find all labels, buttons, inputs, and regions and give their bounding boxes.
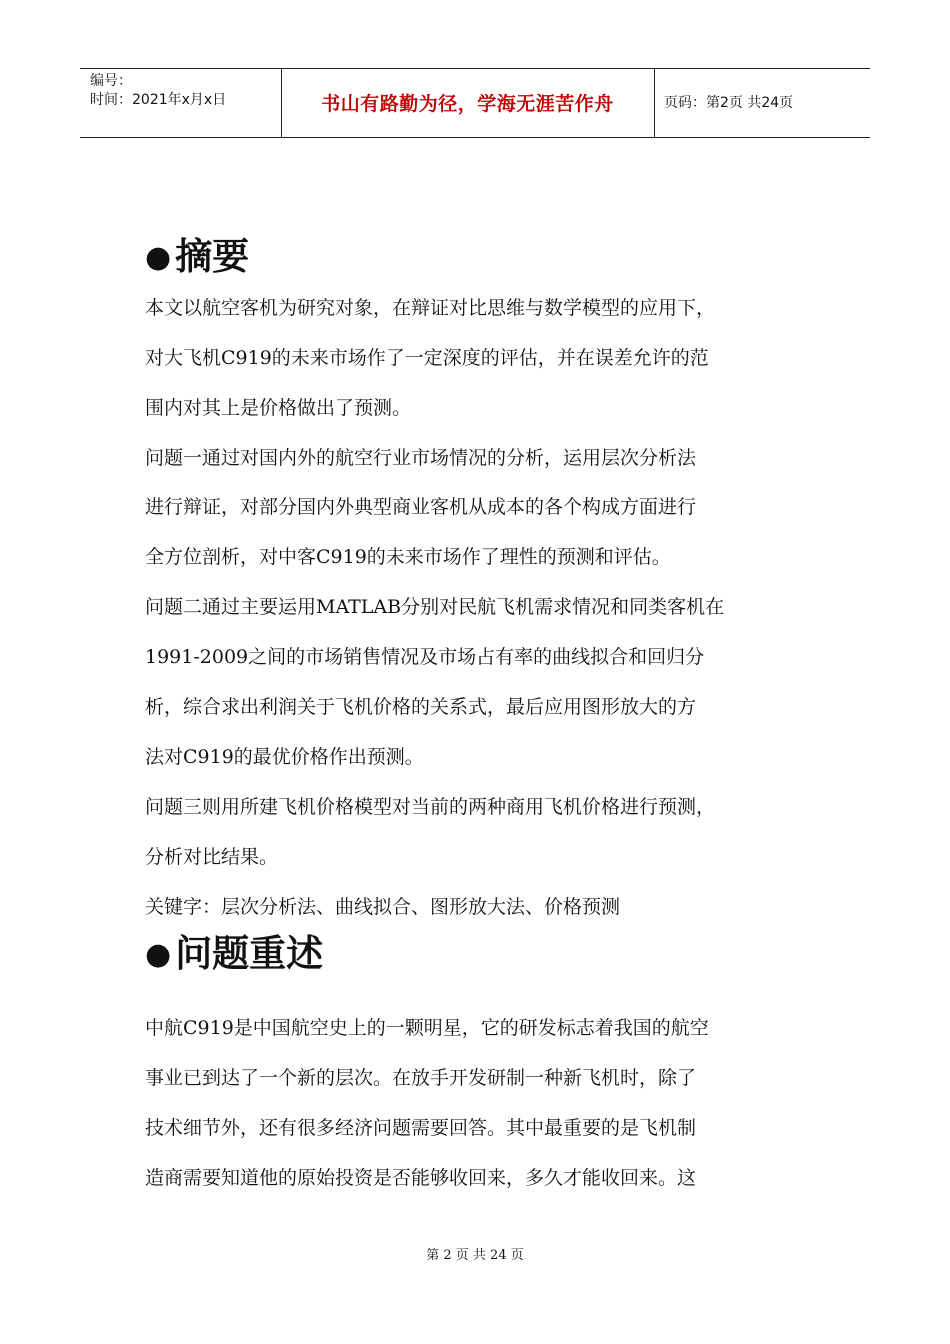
document-number-label: 编号： [90,73,132,89]
abstract-line: 分析对比结果。 [145,846,279,868]
header-page-cell [655,69,870,137]
restatement-heading [145,932,323,977]
abstract-heading [145,235,249,280]
header-motto: 书山有路勤为径，学海无涯苦作舟 [321,93,614,115]
abstract-line: 析，综合求出利润关于飞机价格的关系式，最后应用图形放大的方 [145,696,697,718]
bullet-icon: ● [145,240,172,275]
restatement-line: 事业已到达了一个新的层次。在放手开发研制一种新飞机时，除了 [145,1067,697,1089]
restatement-line: 技术细节外，还有很多经济问题需要回答。其中最重要的是飞机制 [145,1117,697,1139]
bullet-icon: ● [145,937,172,972]
abstract-line: 全方位剖析，对中客C919的未来市场作了理性的预测和评估。 [145,546,671,568]
abstract-line: 进行辩证，对部分国内外典型商业客机从成本的各个构成方面进行 [145,496,697,518]
restatement-line: 中航C919是中国航空史上的一颗明星，它的研发标志着我国的航空 [145,1017,709,1039]
abstract-line: 问题一通过对国内外的航空行业市场情况的分析，运用层次分析法 [145,447,697,469]
restatement-line: 造商需要知道他的原始投资是否能够收回来，多久才能收回来。这 [145,1167,697,1189]
abstract-line: 1991-2009之间的市场销售情况及市场占有率的曲线拟合和回归分 [145,646,705,668]
page-footer: 第 2 页 共 24 页 [426,1248,524,1263]
page-header [80,68,870,138]
header-page-info: 页码：第2页 共24页 [664,95,794,111]
abstract-line: 对大飞机C919的未来市场作了一定深度的评估，并在误差允许的范 [145,347,709,369]
restatement-title: 问题重述 [175,932,324,975]
keywords-line: 关键字：层次分析法、曲线拟合、图形放大法、价格预测 [145,896,621,918]
header-motto-cell [281,69,655,137]
abstract-line: 本文以航空客机为研究对象，在辩证对比思维与数学模型的应用下， [145,297,716,319]
abstract-line: 问题三则用所建飞机价格模型对当前的两种商用飞机价格进行预测， [145,796,716,818]
header-meta-cell [80,69,282,137]
abstract-line: 法对C919的最优价格作出预测。 [145,746,424,768]
document-time-label: 时间：2021年x月x日 [90,92,227,108]
abstract-line: 围内对其上是价格做出了预测。 [145,397,412,419]
abstract-title: 摘要 [175,235,250,278]
abstract-line: 问题二通过主要运用MATLAB分别对民航飞机需求情况和同类客机在 [145,596,725,618]
